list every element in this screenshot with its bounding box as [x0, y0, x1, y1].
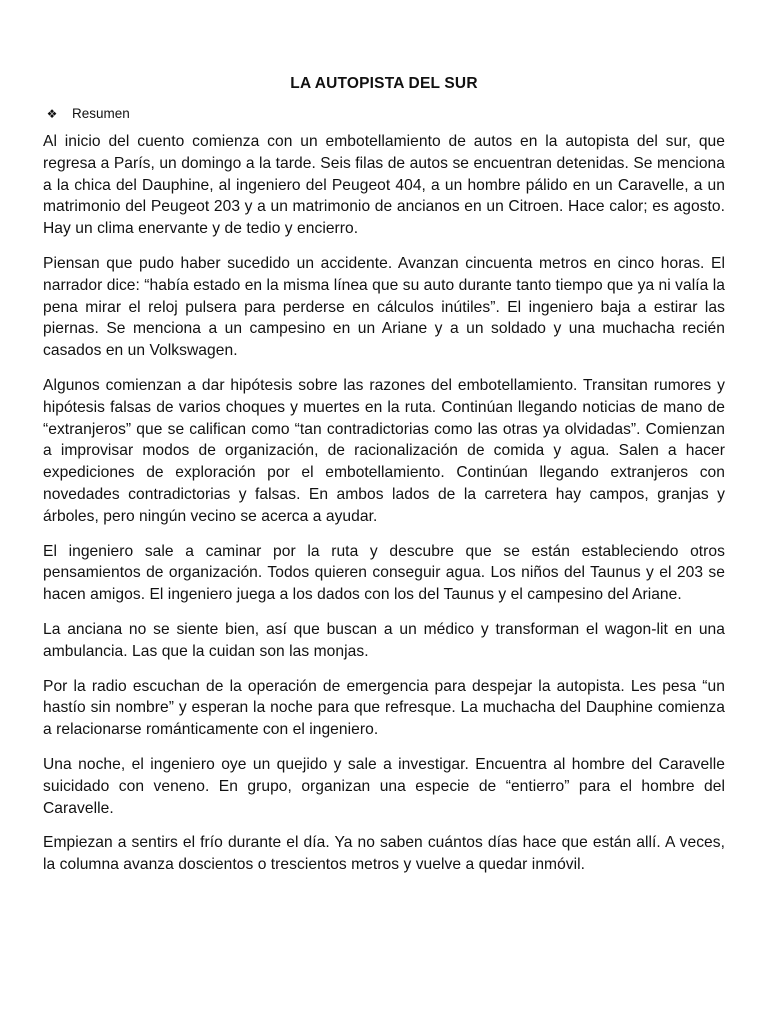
paragraph-6: Por la radio escuchan de la operación de emergencia para despejar la autopista. Les pesa “un hastío sin nombre” y esperan la noche para que refresque. La muchacha del Dauphine comienza a relacionarse románticamente con el ingeniero.: [43, 677, 725, 739]
paragraph-8: Empiezan a sentirs el frío durante el día. Ya no saben cuántos días hace que están allí. A veces, la columna avanza doscientos o trescientos metros y vuelve a quedar inmóvil.: [43, 834, 725, 874]
paragraph-5: La anciana no se siente bien, así que buscan a un médico y transforman el wagon-lit en una ambulancia. Las que la cuidan son las monjas.: [43, 620, 725, 660]
paragraph-4: El ingeniero sale a caminar por la ruta y descubre que se están estableciendo otros pensamientos de organización. Todos quieren conseguir agua. Los niños del Taunus y el 203 se hacen amigos. El ingeniero juega a los dados con los del Taunus y el campesino del Ariane.: [43, 542, 725, 604]
section-heading: [46, 105, 725, 123]
paragraph-3: Algunos comienzan a dar hipótesis sobre las razones del embotellamiento. Transitan rumores y hipótesis falsas de varios choques y muertes en la ruta. Continúan llegando noticias de mano de “extranjeros” que se califican como “tan contradictorias como las otras ya olvidadas”. Comienzan a improvisar modos de organización, de racionalización de comida y agua. Salen a hacer expediciones de exploración por el embotellamiento. Continúan llegando extranjeros con novedades contradictorias y falsas. En ambos lados de la carretera hay campos, granjas y árboles, pero ningún vecino se acerca a ayudar.: [43, 376, 725, 525]
paragraph-7: Una noche, el ingeniero oye un quejido y sale a investigar. Encuentra al hombre del Caravelle suicidado con veneno. En grupo, organizan una especie de “entierro” para el hombre del Caravelle.: [43, 755, 725, 817]
paragraph-1: Al inicio del cuento comienza con un embotellamiento de autos en la autopista del sur, que regresa a París, un domingo a la tarde. Seis filas de autos se encuentran detenidas. Se menciona a la chica del Dauphine, al ingeniero del Peugeot 404, a un hombre pálido en un Caravelle, a un matrimonio del Peugeot 203 y a un matrimonio de ancianos en un Citroen. Hace calor; es agosto. Hay un clima enervante y de tedio y encierro.: [43, 133, 725, 238]
paragraph-2: Piensan que pudo haber sucedido un accidente. Avanzan cincuenta metros en cinco horas. El narrador dice: “había estado en la misma línea que su auto durante tanto tiempo que ya ni valía la pena mirar el reloj pulsera para perderse en cálculos inútiles”. El ingeniero baja a estirar las piernas. Se menciona a un campesino en un Ariane y a un soldado y una muchacha recién casados en un Volkswagen.: [43, 254, 725, 360]
section-label: Resumen: [72, 106, 130, 121]
four-diamond-bullet-icon: ❖: [46, 107, 58, 121]
document-title: LA AUTOPISTA DEL SUR: [290, 75, 478, 92]
